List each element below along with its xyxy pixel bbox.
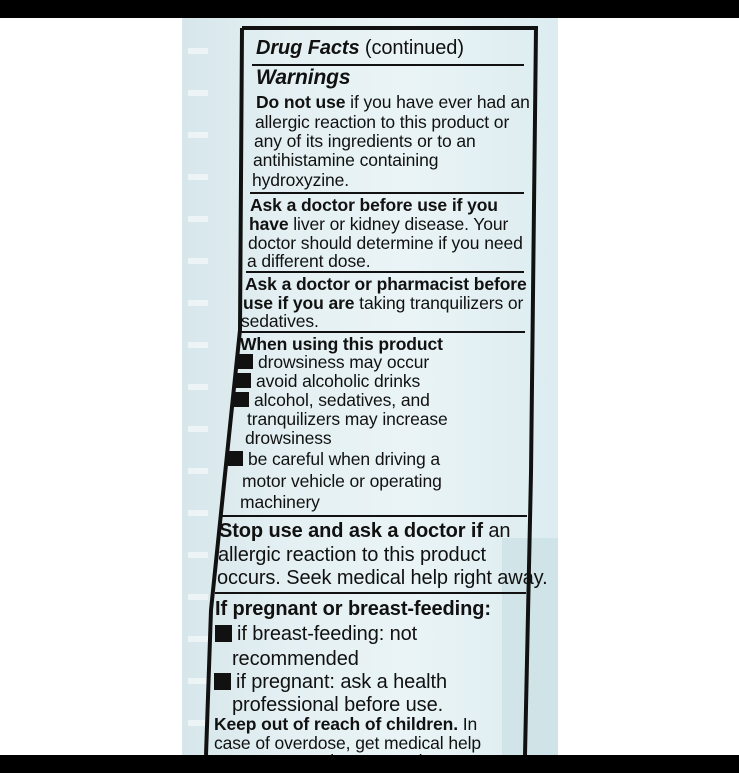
when-using-bullet-4-cont-2: machinery [240, 492, 320, 512]
divider [250, 192, 524, 194]
divider [246, 271, 524, 273]
perforation-edge [188, 18, 208, 755]
divider [222, 515, 527, 517]
pregnant-bullet-2: if pregnant: ask a health [214, 671, 447, 693]
pregnant-bullet-1: if breast-feeding: not [215, 623, 417, 645]
divider [239, 331, 525, 333]
do-not-use-line-3: any of its ingredients or to an [254, 131, 476, 151]
stop-use-line-1: Stop use and ask a doctor if an [219, 520, 511, 542]
ask-doctor-line-4: a different dose. [247, 251, 371, 271]
when-using-bullet-2: avoid alcoholic drinks [236, 371, 420, 391]
ask-doctor-line-3: doctor should determine if you need [248, 233, 523, 253]
ask-pharmacist-line-1: Ask a doctor or pharmacist before [245, 274, 527, 294]
ask-doctor-line-1: Ask a doctor before use if you [250, 195, 498, 215]
bullet-square-icon [214, 673, 231, 690]
when-using-heading: When using this product [240, 334, 443, 354]
top-black-bar [0, 0, 739, 18]
when-using-bullet-1: drowsiness may occur [238, 352, 429, 372]
warnings-heading: Warnings [256, 66, 351, 89]
bullet-square-icon [238, 354, 253, 369]
pregnant-bullet-1-cont: recommended [232, 648, 359, 670]
bullet-square-icon [215, 625, 232, 642]
when-using-bullet-4: be careful when driving a [228, 449, 440, 469]
do-not-use-line-4: antihistamine containing [253, 150, 439, 170]
pregnant-bullet-2-cont: professional before use. [232, 694, 444, 716]
do-not-use-line-5: hydroxyzine. [252, 170, 350, 190]
bullet-square-icon [236, 373, 251, 388]
keep-out-line-2: case of overdose, get medical help [214, 733, 482, 753]
do-not-use-line-2: allergic reaction to this product or [255, 112, 510, 132]
bullet-square-icon [234, 392, 249, 407]
ask-pharmacist-line-3: sedatives. [241, 311, 319, 331]
divider [215, 592, 526, 594]
when-using-bullet-3-cont-1: tranquilizers may increase [247, 409, 448, 429]
ask-doctor-line-2: have liver or kidney disease. Your [249, 214, 509, 234]
do-not-use-line-1: Do not use if you have ever had an [256, 92, 530, 112]
when-using-bullet-3: alcohol, sedatives, and [234, 390, 430, 410]
keep-out-line-1: Keep out of reach of children. In [214, 714, 478, 734]
stop-use-line-2: allergic reaction to this product [218, 544, 486, 566]
stop-use-line-3: occurs. Seek medical help right away. [217, 567, 548, 589]
bottom-black-bar [0, 755, 739, 773]
pregnant-heading: If pregnant or breast-feeding: [215, 598, 491, 620]
bullet-square-icon [228, 451, 243, 466]
when-using-bullet-3-cont-2: drowsiness [245, 428, 332, 448]
when-using-bullet-4-cont-1: motor vehicle or operating [242, 471, 442, 491]
drug-facts-title: Drug Facts (continued) [256, 37, 464, 59]
ask-pharmacist-line-2: use if you are taking tranquilizers or [243, 293, 524, 313]
